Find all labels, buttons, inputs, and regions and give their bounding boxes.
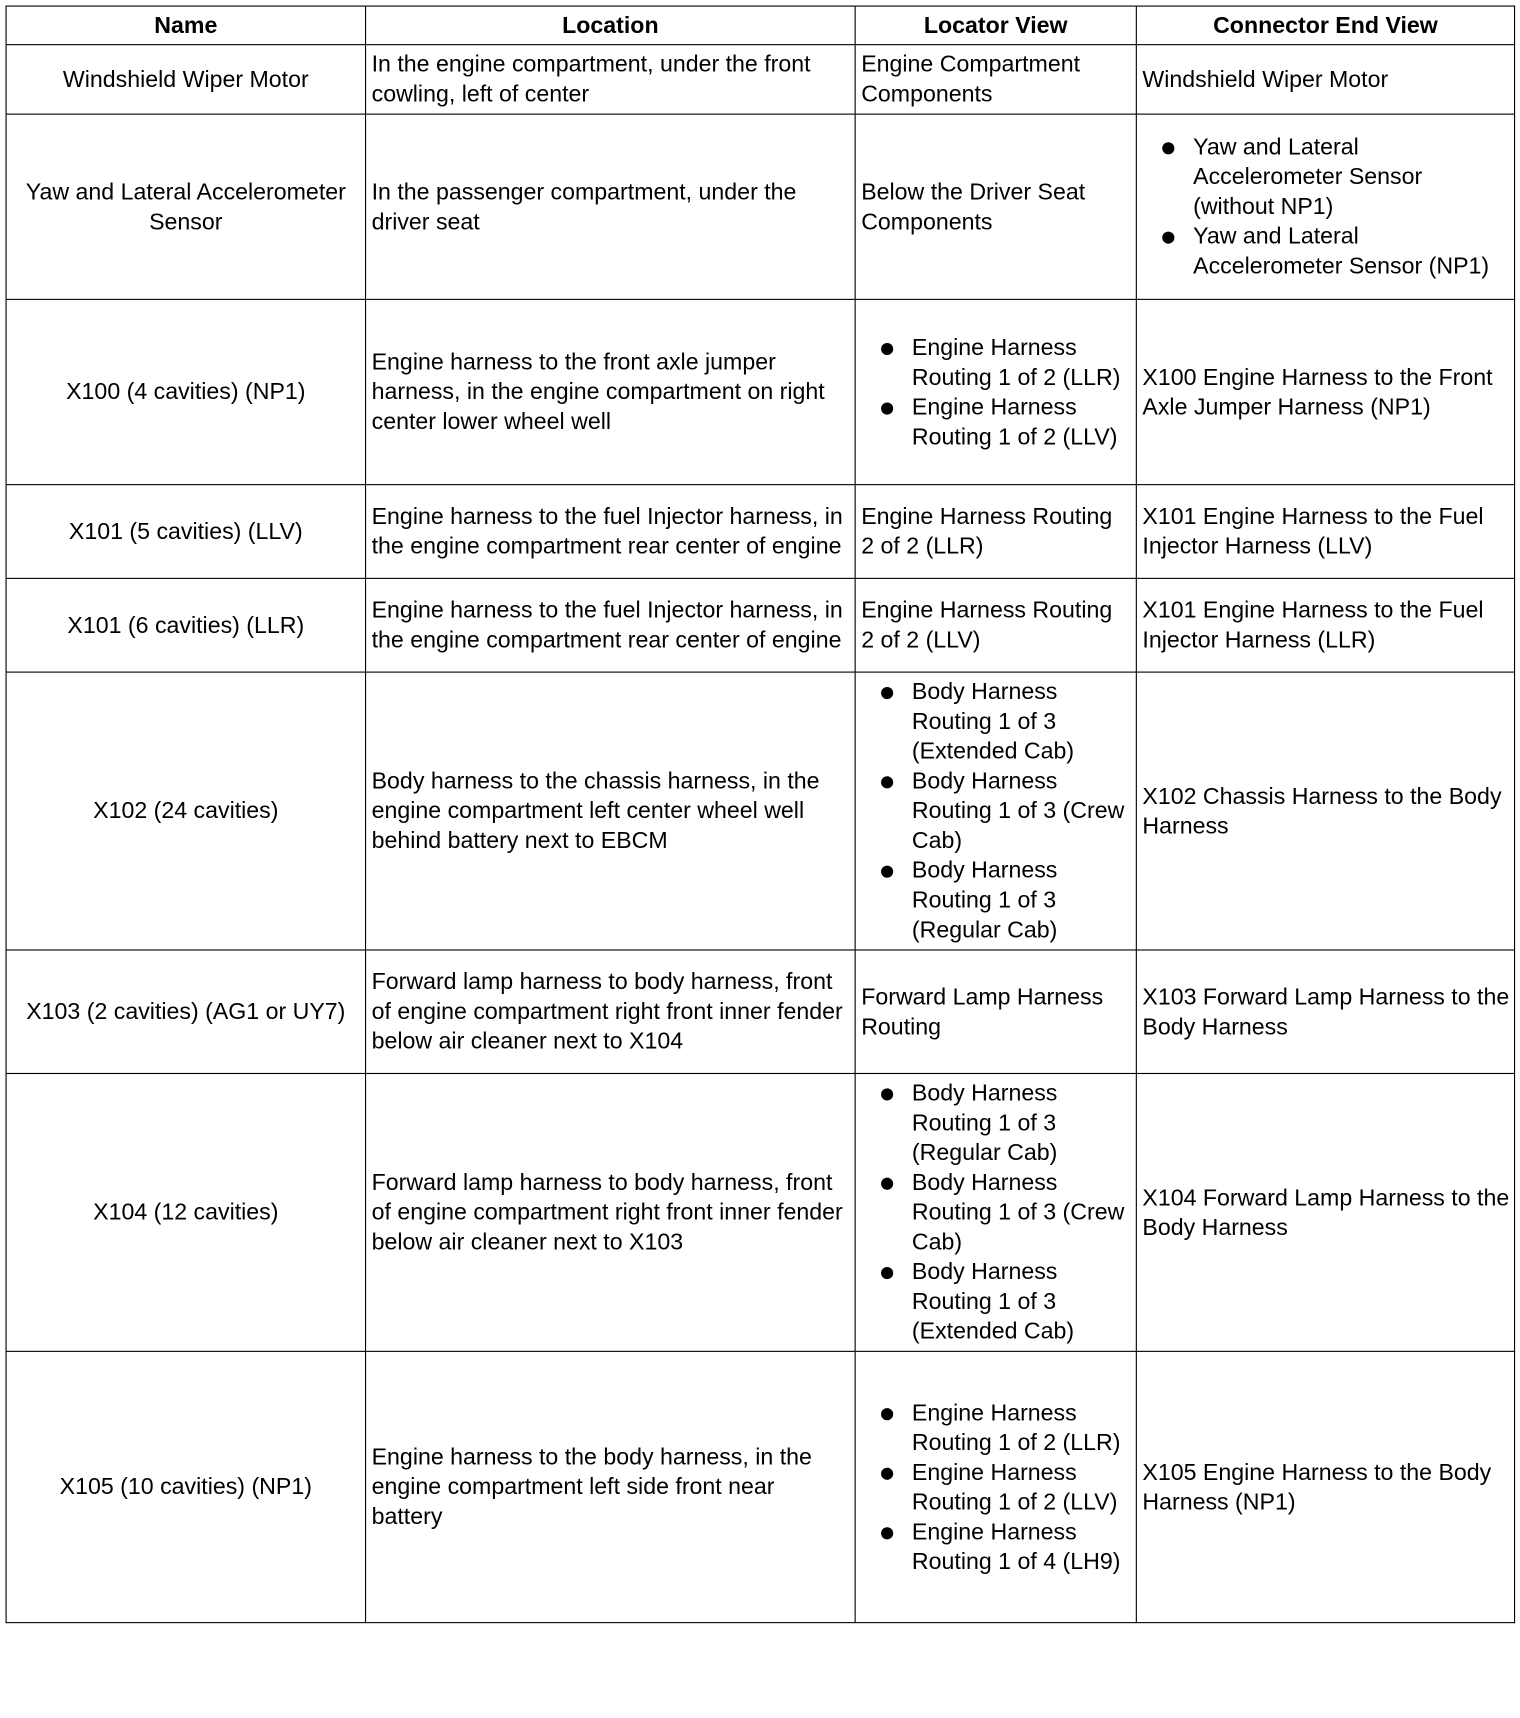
- bullet-item: Engine Harness Routing 1 of 2 (LLR): [912, 332, 1131, 392]
- connector-name-cell: X101 (6 cavities) (LLR): [6, 578, 365, 672]
- bullet-item: Yaw and Lateral Accelerometer Sensor (NP1): [1193, 222, 1509, 282]
- header-location: Location: [366, 6, 856, 45]
- locator-view-cell: Engine Compartment Components: [855, 45, 1136, 114]
- table-row: [6, 45, 1514, 114]
- header-name: Name: [6, 6, 365, 45]
- location-cell: In the passenger compartment, under the driver seat: [366, 114, 856, 299]
- bullet-item: Body Harness Routing 1 of 3 (Crew Cab): [912, 766, 1131, 855]
- bullet-list: [861, 1078, 1131, 1346]
- header-locator-view: Locator View: [855, 6, 1136, 45]
- location-cell: Body harness to the chassis harness, in the engine compartment left center wheel well behind battery next to EBCM: [366, 672, 856, 950]
- connector-end-view-cell: X103 Forward Lamp Harness to the Body Harness: [1136, 950, 1514, 1074]
- bullet-list: [861, 677, 1131, 945]
- bullet-item: Body Harness Routing 1 of 3 (Crew Cab): [912, 1168, 1131, 1257]
- location-cell: Engine harness to the fuel Injector harness, in the engine compartment rear center of engine: [366, 578, 856, 672]
- bullet-item: Body Harness Routing 1 of 3 (Regular Cab): [912, 1078, 1131, 1167]
- connector-end-view-cell: X105 Engine Harness to the Body Harness (NP1): [1136, 1351, 1514, 1622]
- connector-name-cell: Windshield Wiper Motor: [6, 45, 365, 114]
- connector-end-view-cell: Windshield Wiper Motor: [1136, 45, 1514, 114]
- table-row: [6, 485, 1514, 579]
- locator-view-cell: [855, 299, 1136, 484]
- bullet-item: Body Harness Routing 1 of 3 (Extended Cab): [912, 677, 1131, 766]
- connector-name-cell: X102 (24 cavities): [6, 672, 365, 950]
- bullet-item: Engine Harness Routing 1 of 2 (LLR): [912, 1398, 1131, 1458]
- connector-end-view-cell: X101 Engine Harness to the Fuel Injector Harness (LLV): [1136, 485, 1514, 579]
- locator-view-cell: [855, 1073, 1136, 1351]
- connector-end-view-cell: [1136, 114, 1514, 299]
- location-cell: In the engine compartment, under the front cowling, left of center: [366, 45, 856, 114]
- connector-name-cell: X103 (2 cavities) (AG1 or UY7): [6, 950, 365, 1074]
- header-connector-end-view: Connector End View: [1136, 6, 1514, 45]
- connector-end-view-cell: X101 Engine Harness to the Fuel Injector Harness (LLR): [1136, 578, 1514, 672]
- location-cell: Engine harness to the body harness, in the engine compartment left side front near battery: [366, 1351, 856, 1622]
- bullet-list: [861, 1398, 1131, 1577]
- connector-table: [6, 6, 1516, 1624]
- table-row: [6, 578, 1514, 672]
- connector-name-cell: X105 (10 cavities) (NP1): [6, 1351, 365, 1622]
- bullet-list: [861, 332, 1131, 451]
- table-row: [6, 672, 1514, 950]
- bullet-list: [1142, 132, 1509, 281]
- connector-end-view-cell: X104 Forward Lamp Harness to the Body Harness: [1136, 1073, 1514, 1351]
- connector-end-view-cell: X102 Chassis Harness to the Body Harness: [1136, 672, 1514, 950]
- bullet-item: Body Harness Routing 1 of 3 (Regular Cab): [912, 856, 1131, 945]
- locator-view-cell: Below the Driver Seat Components: [855, 114, 1136, 299]
- location-cell: Forward lamp harness to body harness, front of engine compartment right front inner fender below air cleaner next to X104: [366, 950, 856, 1074]
- location-cell: Engine harness to the front axle jumper harness, in the engine compartment on right center lower wheel well: [366, 299, 856, 484]
- connector-name-cell: X101 (5 cavities) (LLV): [6, 485, 365, 579]
- bullet-item: Engine Harness Routing 1 of 2 (LLV): [912, 1457, 1131, 1517]
- locator-view-cell: Engine Harness Routing 2 of 2 (LLR): [855, 485, 1136, 579]
- locator-view-cell: [855, 1351, 1136, 1622]
- bullet-item: Body Harness Routing 1 of 3 (Extended Cab): [912, 1257, 1131, 1346]
- bullet-item: Engine Harness Routing 1 of 4 (LH9): [912, 1517, 1131, 1577]
- connector-name-cell: X104 (12 cavities): [6, 1073, 365, 1351]
- table-row: [6, 950, 1514, 1074]
- table-row: [6, 114, 1514, 299]
- locator-view-cell: Forward Lamp Harness Routing: [855, 950, 1136, 1074]
- locator-view-cell: Engine Harness Routing 2 of 2 (LLV): [855, 578, 1136, 672]
- table-row: [6, 299, 1514, 484]
- locator-view-cell: [855, 672, 1136, 950]
- location-cell: Forward lamp harness to body harness, front of engine compartment right front inner fender below air cleaner next to X103: [366, 1073, 856, 1351]
- location-cell: Engine harness to the fuel Injector harness, in the engine compartment rear center of engine: [366, 485, 856, 579]
- bullet-item: Engine Harness Routing 1 of 2 (LLV): [912, 392, 1131, 452]
- bullet-item: Yaw and Lateral Accelerometer Sensor (without NP1): [1193, 132, 1509, 221]
- header-row: [6, 6, 1514, 45]
- table-row: [6, 1073, 1514, 1351]
- connector-name-cell: X100 (4 cavities) (NP1): [6, 299, 365, 484]
- table-row: [6, 1351, 1514, 1622]
- connector-name-cell: Yaw and Lateral Accelerometer Sensor: [6, 114, 365, 299]
- connector-end-view-cell: X100 Engine Harness to the Front Axle Jumper Harness (NP1): [1136, 299, 1514, 484]
